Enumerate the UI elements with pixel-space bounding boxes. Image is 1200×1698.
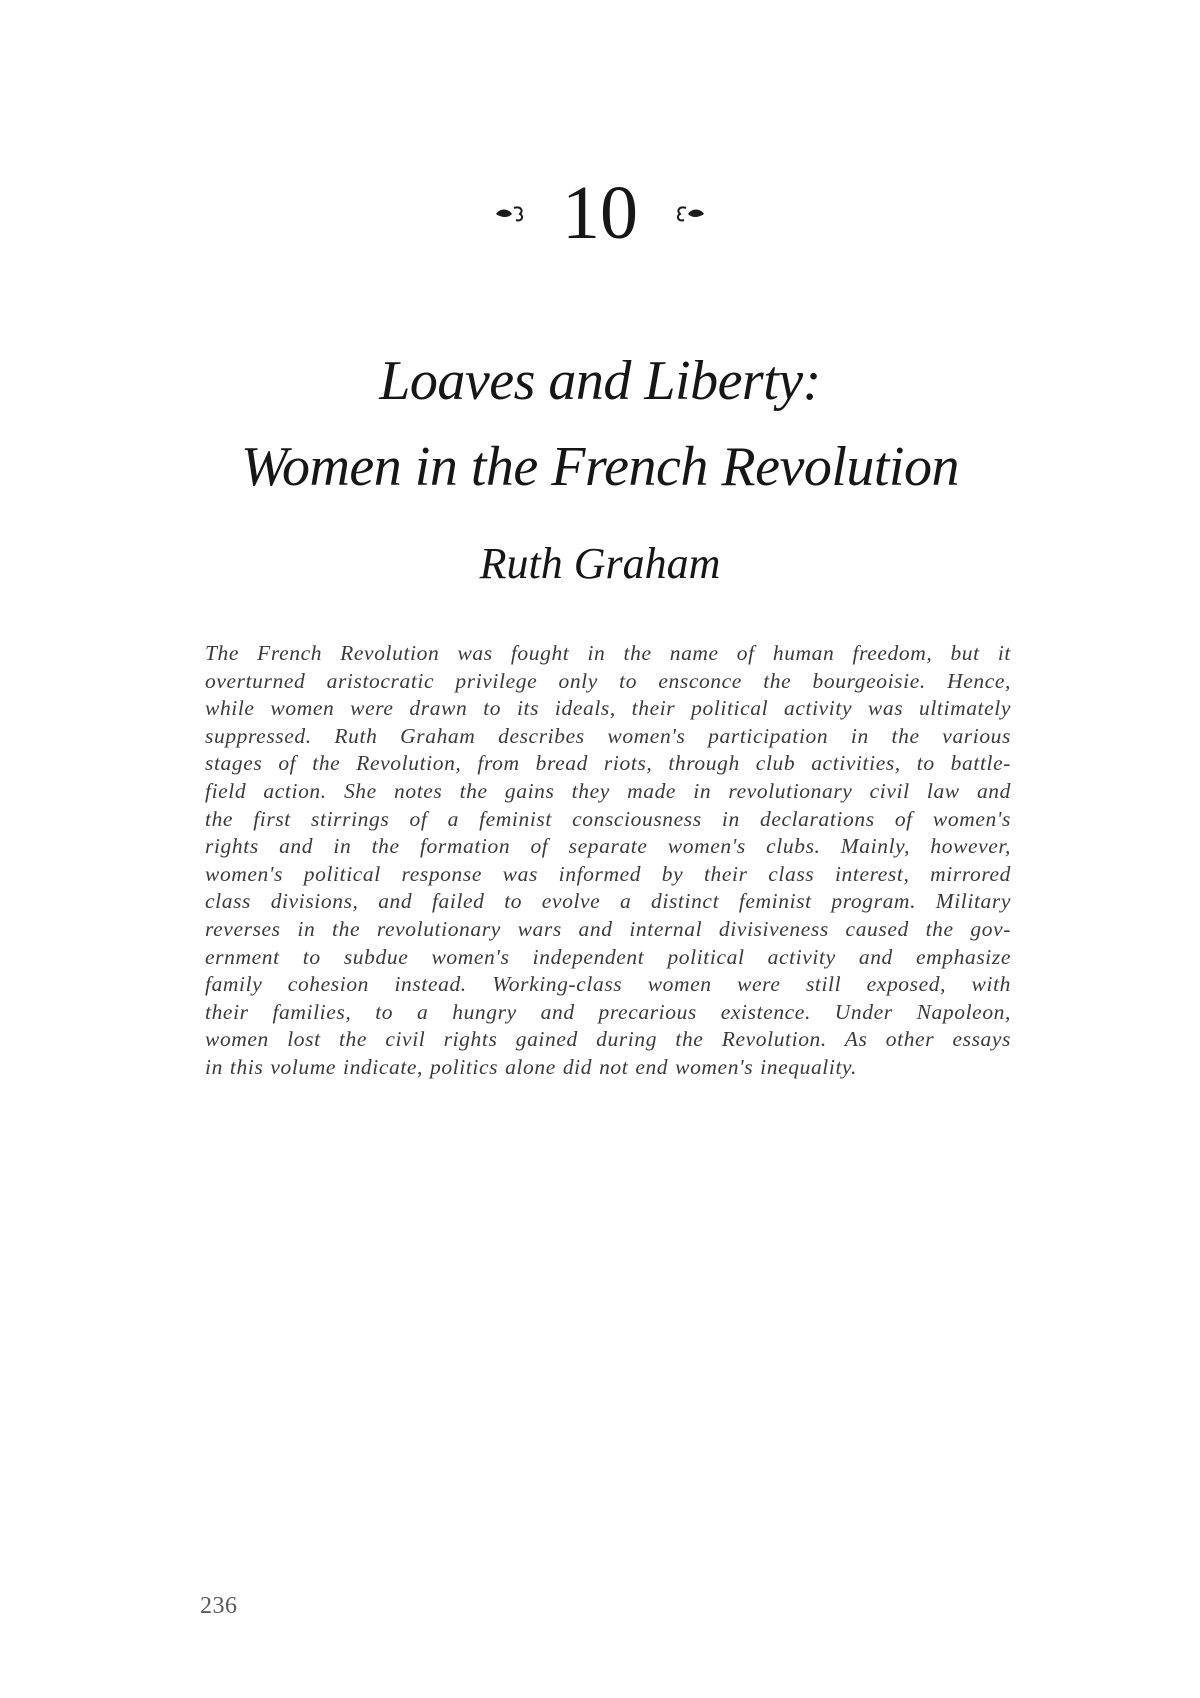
abstract-line: suppressed. Ruth Graham describes women's participation in the various: [205, 723, 1011, 748]
abstract-line: class divisions, and failed to evolve a distinct feminist program. Military: [205, 889, 1011, 914]
abstract-line: ernment to subdue women's independent political activity and emphasize: [205, 944, 1011, 969]
abstract-line: while women were drawn to its ideals, their political activity was ultimately: [205, 696, 1011, 721]
abstract-line: the first stirrings of a feminist consciousness in declarations of women's: [205, 806, 1011, 831]
abstract-line: overturned aristocratic privilege only to ensconce the bourgeoisie. Hence,: [205, 668, 1011, 693]
abstract-line: family cohesion instead. Working-class women were still exposed, with: [205, 972, 1011, 997]
page-number: 236: [200, 1593, 238, 1619]
abstract-line: The French Revolution was fought in the name of human freedom, but it: [205, 641, 1011, 665]
abstract-line: field action. She notes the gains they made in revolutionary civil law and: [205, 778, 1011, 803]
chapter-abstract: [205, 640, 1011, 1082]
abstract-line: women's political response was informed by their class interest, mirrored: [205, 861, 1011, 886]
abstract-line: rights and in the formation of separate women's clubs. Mainly, however,: [205, 834, 1011, 859]
chapter-title: [0, 338, 1200, 510]
abstract-line: stages of the Revolution, from bread riots, through club activities, to battle-: [205, 751, 1011, 776]
abstract-line: reverses in the revolutionary wars and internal divisiveness caused the gov-: [205, 916, 1011, 941]
abstract-line: their families, to a hungry and precarious existence. Under Napoleon,: [205, 999, 1011, 1024]
chapter-title-line-1: Loaves and Liberty:: [379, 350, 821, 412]
chapter-number: 10: [562, 171, 638, 255]
author-name: Ruth Graham: [479, 539, 721, 588]
abstract-line: in this volume indicate, politics alone did not end women's inequality.: [205, 1054, 857, 1079]
fleuron-right-icon: [670, 202, 706, 224]
chapter-heading: [0, 163, 1200, 263]
chapter-title-line-2: Women in the French Revolution: [240, 436, 959, 498]
abstract-line: women lost the civil rights gained during the Revolution. As other essays: [205, 1027, 1011, 1052]
fleuron-left-icon: [494, 202, 530, 224]
